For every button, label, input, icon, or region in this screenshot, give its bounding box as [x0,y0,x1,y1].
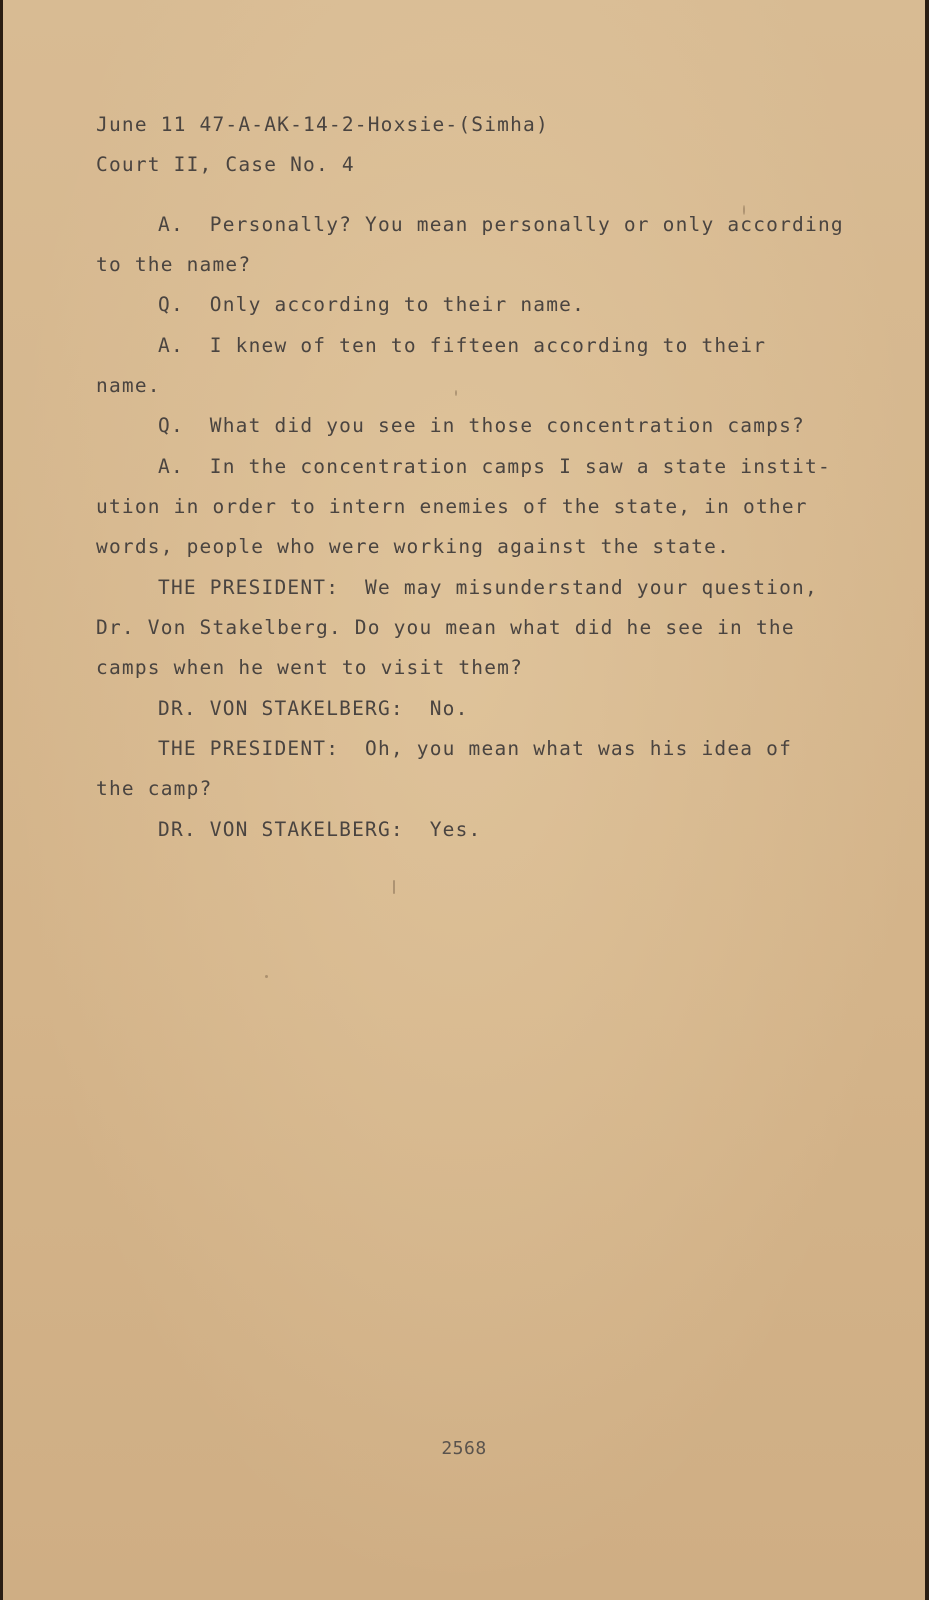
transcript-line: Q. What did you see in those concentration camps? [158,414,805,437]
transcript-line: A. I knew of ten to fifteen according to their [158,334,767,357]
transcript-line: Dr. Von Stakelberg. Do you mean what did he see in the [96,616,795,639]
transcript-line: to the name? [96,253,252,276]
header-court-line: Court II, Case No. 4 [96,153,355,176]
page-number: 2568 [441,1438,487,1459]
transcript-line: words, people who were working against the state. [96,535,731,558]
transcript-line: Q. Only according to their name. [158,293,586,316]
transcript-line: THE PRESIDENT: Oh, you mean what was his idea of [158,737,793,760]
paper-speck [265,975,268,978]
header-docket-line: June 11 47-A-AK-14-2-Hoxsie-(Simha) [96,113,549,136]
paper-speck [455,390,457,396]
transcript-line: camps when he went to visit them? [96,656,524,679]
transcript-line: A. In the concentration camps I saw a state instit- [158,455,831,478]
transcript-line: DR. VON STAKELBERG: No. [158,697,469,720]
transcript-line: ution in order to intern enemies of the state, in other [96,495,808,518]
transcript-line: DR. VON STAKELBERG: Yes. [158,818,482,841]
transcript-line: the camp? [96,777,213,800]
paper-speck [393,880,395,894]
transcript-line: name. [96,374,161,397]
paper-speck [743,205,745,215]
transcript-line: THE PRESIDENT: We may misunderstand your question, [158,576,818,599]
transcript-line: A. Personally? You mean personally or only according [158,213,844,236]
